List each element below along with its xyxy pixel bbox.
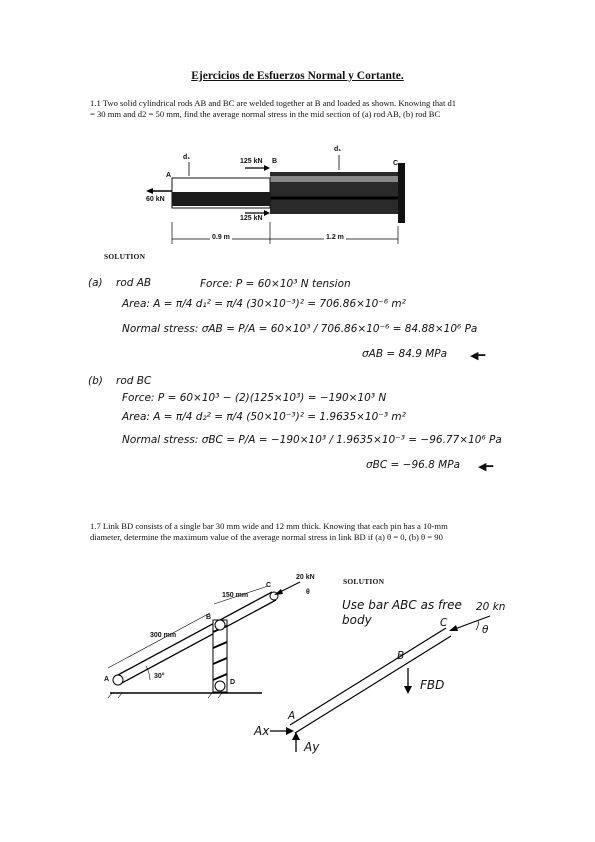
problem-1-statement: 1.1 Two solid cylindrical rods AB and BC are welded together at B and loaded as shown. Knowing that d1 = 30 mm and d2 = 50 mm, find the average normal stress in the mid section of (a) rod AB, (b) rod BC: [90, 98, 457, 120]
label-60kn: 60 kN: [146, 196, 165, 203]
part-b-label: (b): [88, 375, 103, 387]
label-fig2-c: C: [266, 582, 272, 589]
label-125kn-bottom: 125 kN: [240, 215, 263, 222]
problem-2-statement: 1.7 Link BD consists of a single bar 30 mm wide and 12 mm thick. Knowing that each pin has a 10-mm diameter, determine the maximum value of the average normal stress in link BD if (a) θ = 0, (b) θ = 90: [90, 521, 448, 543]
label-150mm: 150 mm: [222, 592, 249, 599]
label-len-ab: 0.9 m: [212, 234, 230, 241]
label-20kn: 20 kN: [296, 574, 315, 581]
fbd-point-c: C: [440, 617, 448, 629]
part-b-area: Area: A = π/4 d₂² = π/4 (50×10⁻³)² = 1.9635×10⁻³ m²: [122, 411, 406, 423]
label-fig2-a: A: [104, 676, 110, 683]
page-title: Ejercicios de Esfuerzos Normal y Cortante.: [191, 70, 404, 82]
fbd-theta: θ: [482, 624, 489, 636]
fbd-force-bd: FBD: [420, 678, 445, 692]
part-b-force: Force: P = 60×10³ − (2)(125×10³) = −190×10³ N: [122, 392, 387, 404]
part-a-stress: Normal stress: σAB = P/A = 60×10³ / 706.86×10⁻⁶ = 84.88×10⁶ Pa: [122, 323, 478, 335]
part-a-answer: σAB = 84.9 MPa: [362, 348, 448, 360]
label-fig2-b: B: [206, 614, 212, 621]
answer-arrow-icon: ◀━: [470, 350, 486, 362]
part-b-answer: σBC = −96.8 MPa: [366, 459, 461, 471]
fbd-ax: Ax: [254, 724, 270, 738]
label-len-bc: 1.2 m: [326, 234, 344, 241]
answer-arrow-icon: ◀━: [478, 461, 494, 473]
label-angle: 30°: [154, 673, 165, 680]
label-fig2-theta: θ: [306, 589, 310, 596]
part-a-force: Force: P = 60×10³ N tension: [200, 278, 351, 290]
part-a-title: rod AB: [116, 277, 152, 289]
label-point-a: A: [166, 172, 172, 179]
fbd-point-a: A: [288, 710, 296, 722]
label-d1: d₁: [183, 154, 191, 161]
part-b-title: rod BC: [116, 375, 152, 387]
label-fig2-d: D: [230, 679, 236, 686]
part-a-area: Area: A = π/4 d₁² = π/4 (30×10⁻³)² = 706.86×10⁻⁶ m²: [122, 298, 406, 310]
label-point-c: C: [393, 160, 399, 167]
label-125kn-top: 125 kN: [240, 158, 263, 165]
fbd-point-b: B: [397, 650, 405, 662]
label-point-b: B: [272, 158, 278, 165]
part-a-label: (a): [88, 277, 103, 289]
fbd-ay: Ay: [304, 740, 320, 754]
fbd-load: 20 kn: [476, 601, 506, 613]
part-b-stress: Normal stress: σBC = P/A = −190×10³ / 1.9635×10⁻³ = −96.77×10⁶ Pa: [122, 434, 502, 446]
solution-heading-2: SOLUTION: [343, 577, 385, 586]
label-d2: d₁: [334, 146, 342, 153]
solution-heading-1: SOLUTION: [104, 252, 146, 261]
label-300mm: 300 mm: [150, 632, 177, 639]
fbd-caption: Use bar ABC as free body: [342, 598, 462, 627]
